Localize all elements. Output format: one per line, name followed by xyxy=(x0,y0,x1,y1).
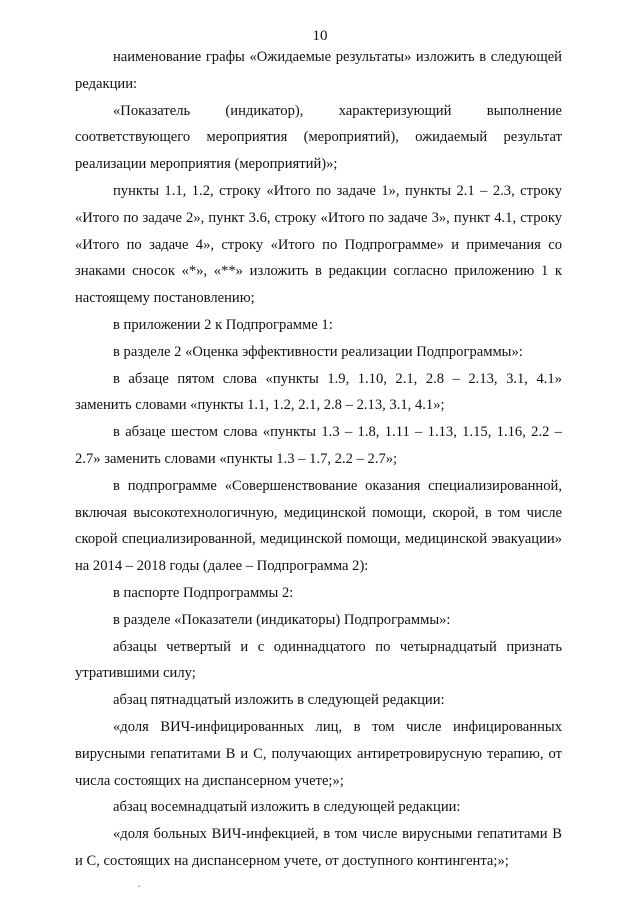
paragraph-2: «Показатель (индикатор), характеризующий выполнение соответствующего мероприятия (мероприятий), ожидаемый результат реализации мероприятия (мероприятий)»; xyxy=(75,102,562,173)
paragraph-14: абзац восемнадцатый изложить в следующей редакции: xyxy=(113,799,461,816)
paragraph-1: наименование графы «Ожидаемые результаты» изложить в следующей редакции: xyxy=(75,49,562,92)
page-number: 10 xyxy=(312,28,328,44)
paragraph-5: в разделе 2 «Оценка эффективности реализации Подпрограммы»: xyxy=(113,343,523,360)
scan-artifact-dot: · xyxy=(137,879,141,893)
paragraph-4: в приложении 2 к Подпрограмме 1: xyxy=(113,316,333,333)
paragraph-8: в подпрограмме «Совершенствование оказания специализированной, включая высокотехнологичную, медицинской помощи, скорой, в том числе скорой специализированной, медицинской помощи, медицинской эвакуации» на 2014 – 2018 годы (далее – Подпрограмма 2): xyxy=(75,477,562,575)
paragraph-10: в разделе «Показатели (индикаторы) Подпрограммы»: xyxy=(113,611,451,628)
paragraph-13: «доля ВИЧ-инфицированных лиц, в том числе инфицированных вирусными гепатитами В и С, получающих антиретровирусную терапию, от числа состоящих на диспансерном учете;»; xyxy=(75,718,562,789)
paragraph-15: «доля больных ВИЧ-инфекцией, в том числе вирусными гепатитами В и С, состоящих на диспансерном учете, от доступного контингента;»; xyxy=(75,826,562,869)
paragraph-3: пункты 1.1, 1.2, строку «Итого по задаче 1», пункты 2.1 – 2.3, строку «Итого по задаче 2», пункт 3.6, строку «Итого по задаче 3», пункт 4.1, строку «Итого по задаче 4», строку «Итого по Подпрограмме» и примечания со знаками сносок «*», «**» изложить в редакции согласно приложению 1 к настоящему постановлению; xyxy=(75,182,562,307)
paragraph-11: абзацы четвертый и с одиннадцатого по четырнадцатый признать утратившими силу; xyxy=(75,638,562,682)
paragraph-6: в абзаце пятом слова «пункты 1.9, 1.10, 2.1, 2.8 – 2.13, 3.1, 4.1» заменить словами «пункты 1.1, 1.2, 2.1, 2.8 – 2.13, 3.1, 4.1»; xyxy=(75,370,562,414)
paragraph-12: абзац пятнадцатый изложить в следующей редакции: xyxy=(113,692,445,709)
paragraph-7: в абзаце шестом слова «пункты 1.3 – 1.8, 1.11 – 1.13, 1.15, 1.16, 2.2 – 2.7» заменить словами «пункты 1.3 – 1.7, 2.2 – 2.7»; xyxy=(75,424,562,467)
document-body xyxy=(75,44,562,875)
paragraph-9: в паспорте Подпрограммы 2: xyxy=(113,584,294,601)
